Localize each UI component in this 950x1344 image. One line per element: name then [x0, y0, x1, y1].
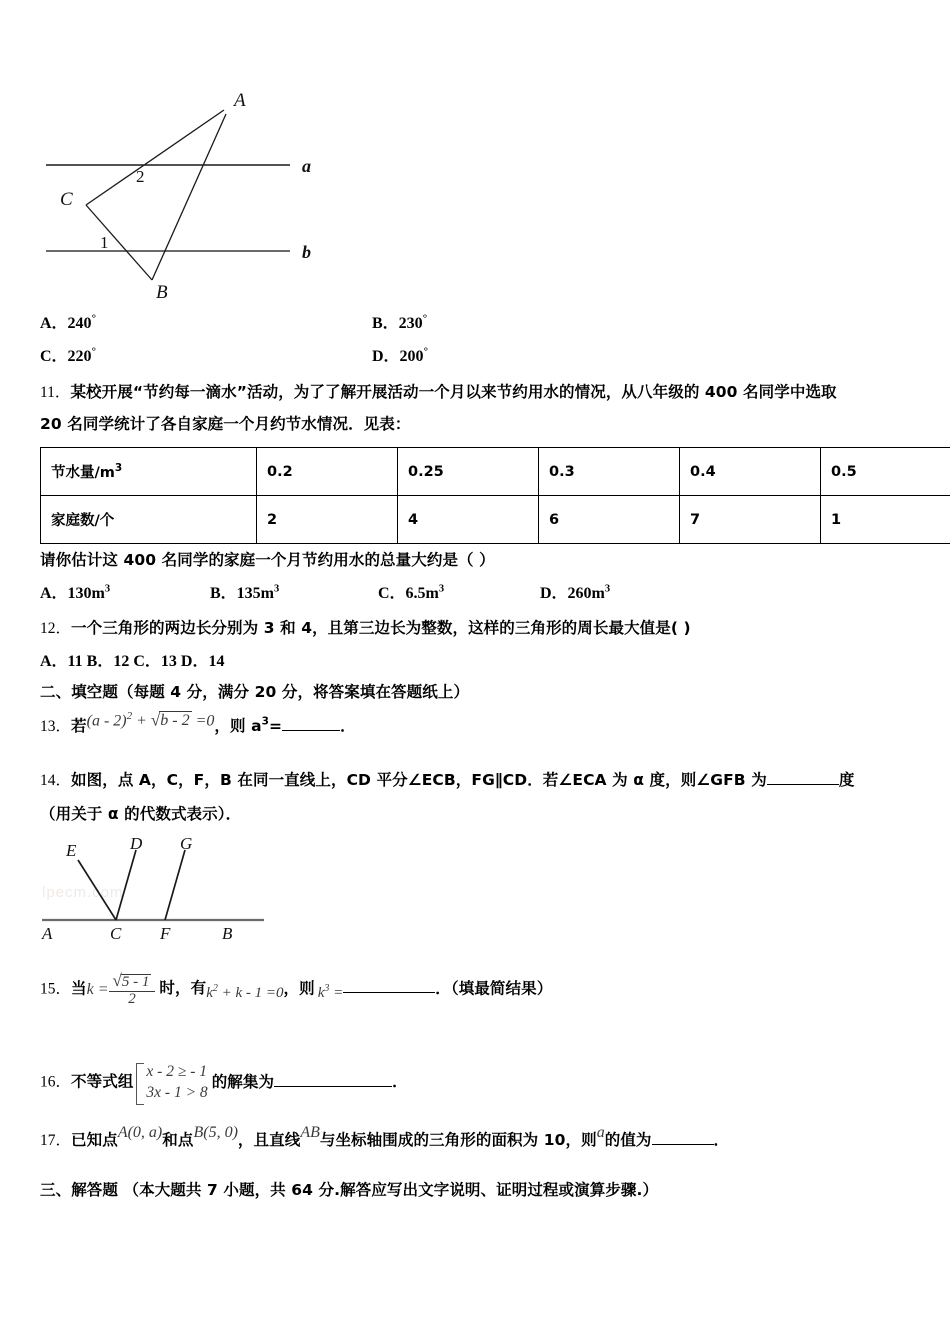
question-14-number: 14． — [40, 772, 72, 789]
q11-option-d: D．$260m^3$ — [540, 583, 611, 602]
question-17-number: 17． — [40, 1132, 72, 1149]
svg-text:2: 2 — [136, 167, 145, 186]
q16-inequality-system: x - 2 ≥ - 1 3x - 1 > 8 — [133, 1062, 207, 1104]
table-cell: 0.2 — [257, 448, 398, 496]
angle-bisector-figure — [36, 836, 271, 944]
svg-text:D: D — [130, 836, 143, 853]
q17-point-b: B(5, 0) — [193, 1124, 238, 1142]
table-cell: 2 — [257, 496, 398, 544]
q15-answer-blank[interactable] — [343, 978, 435, 993]
svg-text:A: A — [42, 924, 53, 943]
water-saving-table — [40, 447, 950, 544]
q15-equation: $k^2 + k - 1 =0$ — [206, 983, 284, 1002]
svg-text:G: G — [180, 836, 193, 853]
table-cell: 0.4 — [680, 448, 821, 496]
svg-text:B: B — [156, 282, 168, 302]
question-13: 13．若(a - 2)$^2$ + √b - 2 =0，则 $a^3=$ ． — [40, 710, 356, 735]
q13-answer-blank[interactable] — [282, 716, 340, 731]
q17-variable-a: a — [596, 1124, 605, 1142]
question-16: 16．不等式组 x - 2 ≥ - 1 3x - 1 > 8 的解集为 ． — [40, 1062, 408, 1104]
table-cell: 0.5 — [821, 448, 950, 496]
q15-fraction: $\frac{√5 - 1}{2}$ — [109, 972, 156, 1008]
q17-point-a: A(0, a) — [117, 1124, 163, 1142]
table-cell: 7 — [680, 496, 821, 544]
section-two-heading: 二、填空题（每题 4 分，满分 20 分，将答案填在答题纸上） — [40, 683, 470, 701]
question-12-options: A．11 B．12 C．13 D．14 — [40, 653, 225, 670]
q10-option-a: A．240° — [40, 312, 96, 332]
table-cell: 1 — [821, 496, 950, 544]
table-row — [41, 448, 950, 496]
triangle-parallel-lines-figure — [38, 62, 338, 302]
svg-text:b: b — [302, 242, 311, 262]
question-11-number: 11． — [40, 384, 71, 401]
question-16-number: 16． — [40, 1073, 72, 1091]
q13-expression: (a - 2)$^2$ + √b - 2 =0 — [86, 710, 215, 730]
question-12-number: 12． — [40, 620, 72, 637]
table-cell: 4 — [398, 496, 539, 544]
question-12-text: 12．一个三角形的两边长分别为 3 和 4，且第三边长为整数，这样的三角形的周长最大值是( ) — [40, 619, 691, 637]
svg-text:1: 1 — [100, 233, 109, 252]
q17-answer-blank[interactable] — [652, 1130, 714, 1145]
row-header-water-amount: 节水量$/m^3$ — [41, 448, 257, 496]
svg-text:F: F — [160, 924, 171, 943]
svg-text:a: a — [302, 156, 311, 176]
question-15-number: 15． — [40, 980, 72, 998]
question-14-line2: （用关于 α 的代数式表示）． — [40, 805, 242, 823]
section-three-heading: 三、解答题 （本大题共 7 小题，共 64 分.解答应写出文字说明、证明过程或演算步骤.） — [40, 1181, 659, 1199]
question-15: 15．当k = $\frac{√5 - 1}{2}$ 时，有$k^2 + k - 1 =0$，则 $k^3$ = ．（填最简结果） — [40, 971, 553, 1007]
table-cell: 0.25 — [398, 448, 539, 496]
question-13-number: 13． — [40, 718, 72, 735]
question-11-line2: 20 名同学统计了各自家庭一个月约节水情况．见表： — [40, 415, 411, 433]
row-header-family-count: 家庭数/个 — [41, 496, 257, 544]
question-11-line1: 11．某校开展“节约每一滴水”活动，为了了解开展活动一个月以来节约用水的情况，从八年级的 400 名同学中选取 — [40, 383, 837, 401]
q15-k-value: k = — [86, 980, 109, 998]
question-14-line1: 14．如图，点 A，C，F，B 在同一直线上，CD 平分∠ECB，FG∥CD．若∠ECA 为 α 度，则∠GFB 为 度 — [40, 771, 855, 789]
question-11-prompt: 请你估计这 400 名同学的家庭一个月节约用水的总量大约是（ ） — [40, 551, 495, 569]
q11-option-b: B．$135m^3$ — [210, 583, 280, 602]
svg-text:C: C — [110, 924, 122, 943]
q11-option-c: C．$6.5m^3$ — [378, 583, 445, 602]
table-row — [41, 496, 950, 544]
q15-k-cubed: $k^3$ = — [317, 983, 344, 1002]
svg-text:C: C — [60, 189, 73, 210]
svg-text:A: A — [234, 90, 246, 111]
table-cell: 6 — [539, 496, 680, 544]
svg-text:B: B — [222, 924, 233, 943]
svg-text:E: E — [66, 841, 77, 860]
q14-answer-blank[interactable] — [767, 769, 839, 785]
q11-option-a: A．$130m^3$ — [40, 583, 111, 602]
q17-line-ab: AB — [300, 1124, 320, 1142]
question-17: 17．已知点A(0, a)和点B(5, 0)，且直线AB与坐标轴围成的三角形的面积为 10，则a的值为 ． — [40, 1124, 730, 1149]
watermark-text: lpecm.com — [42, 884, 124, 901]
q16-answer-blank[interactable] — [274, 1072, 392, 1087]
q10-option-c: C．220° — [40, 345, 96, 365]
q10-option-b: B．230° — [372, 312, 428, 332]
q10-option-d: D．200° — [372, 345, 428, 365]
table-cell: 0.3 — [539, 448, 680, 496]
